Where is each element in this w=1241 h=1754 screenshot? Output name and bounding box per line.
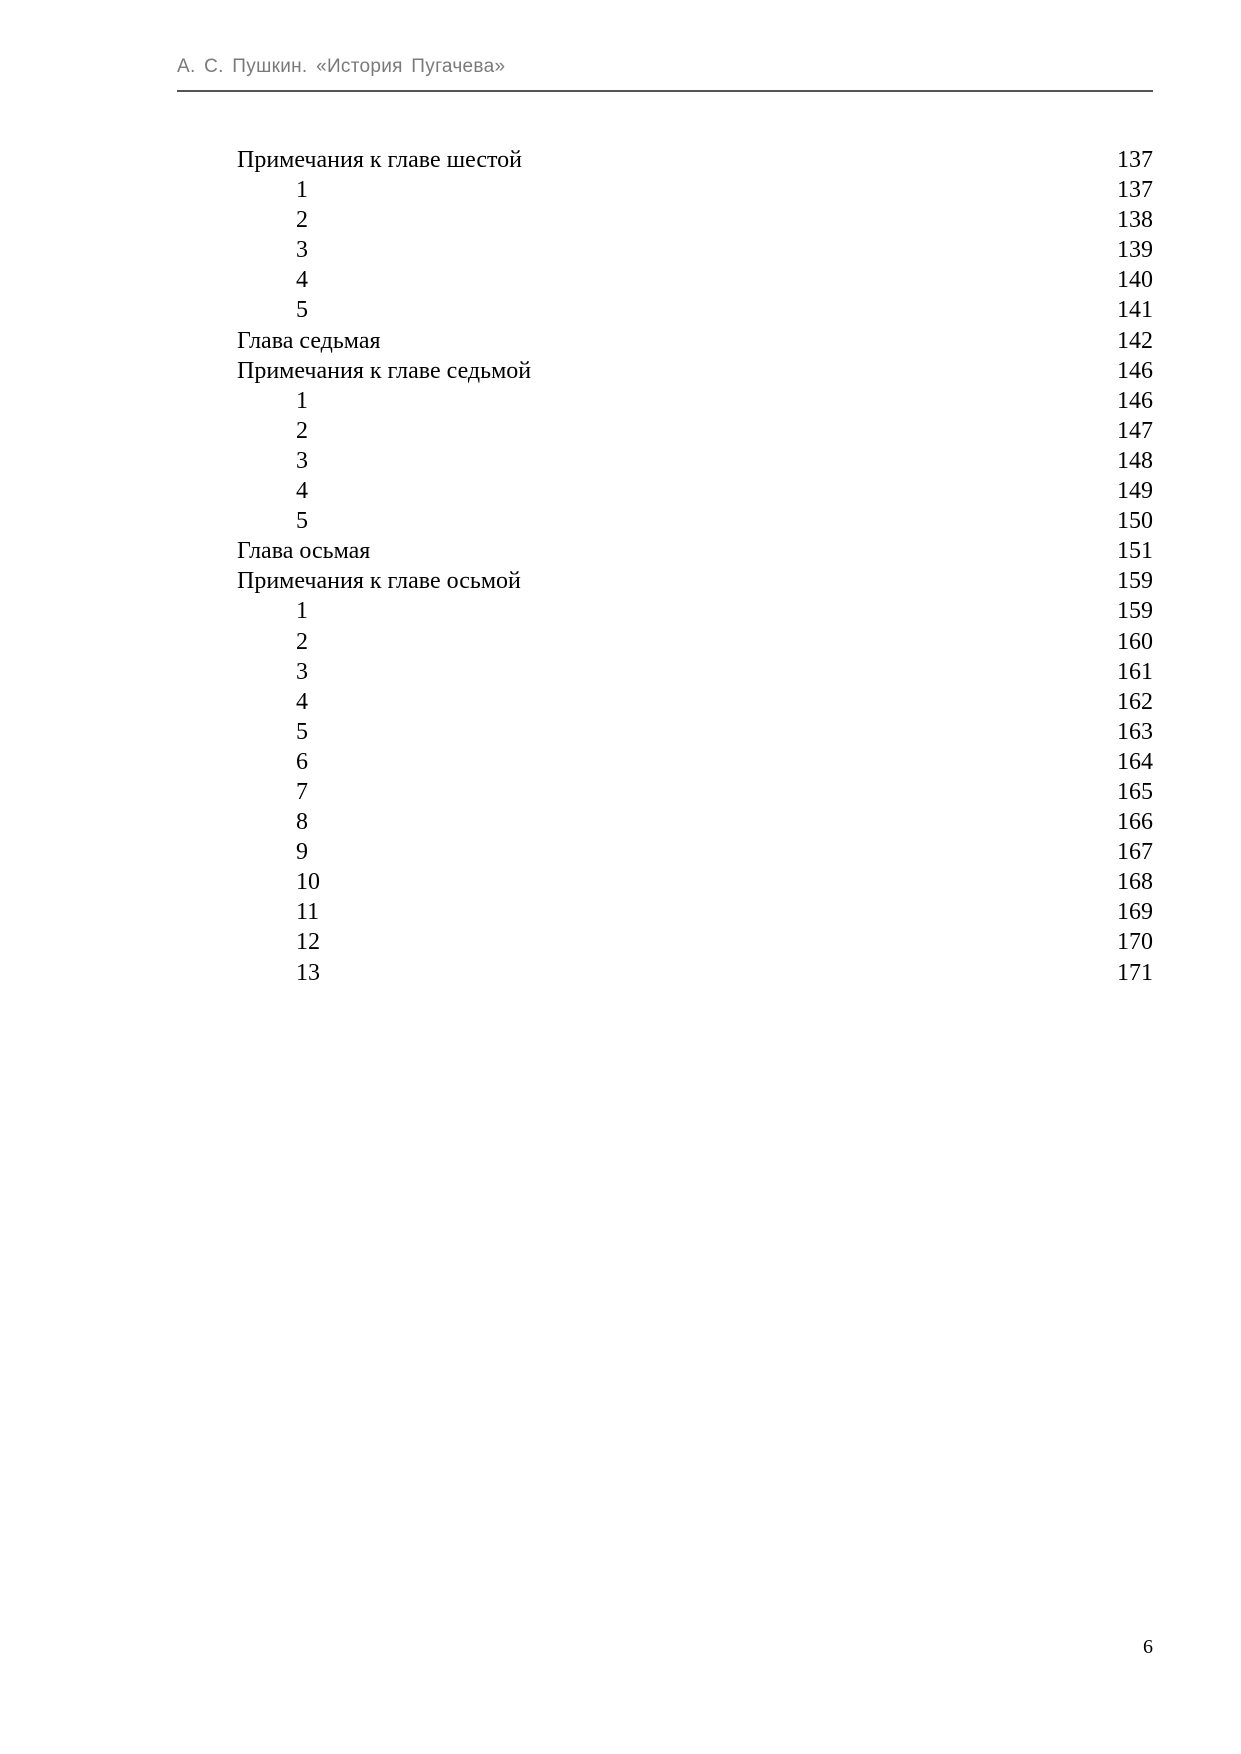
- toc-entry-label: 12: [296, 929, 320, 956]
- toc-entry-label: 3: [296, 658, 308, 685]
- toc-subentry[interactable]: [237, 837, 1153, 867]
- toc-entry-page: 160: [1117, 628, 1153, 655]
- toc-entry-page: 168: [1117, 869, 1153, 896]
- toc-entry[interactable]: [237, 536, 1153, 566]
- toc-subentry[interactable]: [237, 265, 1153, 295]
- running-title: А. С. Пушкин. «История Пугачева»: [177, 56, 506, 77]
- toc-entry-page: 141: [1117, 297, 1153, 324]
- toc-entry-label: 2: [296, 417, 308, 444]
- toc-entry-page: 146: [1117, 357, 1153, 384]
- toc-entry[interactable]: [237, 326, 1153, 356]
- toc-subentry[interactable]: [237, 897, 1153, 927]
- toc-entry-page: 171: [1117, 959, 1153, 986]
- toc-entry-page: 163: [1117, 718, 1153, 745]
- toc-subentry[interactable]: [237, 596, 1153, 626]
- toc-entry-label: 4: [296, 478, 308, 505]
- toc-subentry[interactable]: [237, 927, 1153, 957]
- toc-entry-page: 151: [1117, 538, 1153, 565]
- toc-subentry[interactable]: [237, 386, 1153, 416]
- toc-entry-page: 138: [1117, 207, 1153, 234]
- toc-entry[interactable]: [237, 356, 1153, 386]
- toc-entry-label: 11: [296, 899, 320, 926]
- toc-entry-page: 140: [1117, 267, 1153, 294]
- toc-subentry[interactable]: [237, 175, 1153, 205]
- toc-subentry[interactable]: [237, 416, 1153, 446]
- toc-subentry[interactable]: [237, 687, 1153, 717]
- toc-subentry[interactable]: [237, 627, 1153, 657]
- toc-entry-label: 1: [296, 177, 308, 204]
- toc-entry-label: Примечания к главе шестой: [237, 147, 523, 173]
- toc-entry-label: 3: [296, 447, 308, 474]
- toc-entry-page: 164: [1117, 748, 1153, 775]
- toc-subentry[interactable]: [237, 295, 1153, 325]
- toc-entry-label: 5: [296, 718, 308, 745]
- toc-entry-page: 139: [1117, 237, 1153, 264]
- table-of-contents: [237, 145, 1153, 988]
- toc-entry-page: 149: [1117, 478, 1153, 505]
- toc-subentry[interactable]: [237, 657, 1153, 687]
- toc-entry-page: 162: [1117, 688, 1153, 715]
- toc-entry-label: 1: [296, 387, 308, 414]
- toc-entry-label: 2: [296, 628, 308, 655]
- toc-entry-label: 7: [296, 778, 308, 805]
- toc-subentry[interactable]: [237, 747, 1153, 777]
- toc-entry-label: 6: [296, 748, 308, 775]
- toc-subentry[interactable]: [237, 446, 1153, 476]
- toc-subentry[interactable]: [237, 867, 1153, 897]
- toc-entry-page: 150: [1117, 508, 1153, 535]
- toc-entry-label: Примечания к главе осьмой: [237, 568, 521, 595]
- toc-subentry[interactable]: [237, 717, 1153, 747]
- toc-entry-label: Глава осьмая: [237, 538, 371, 565]
- toc-subentry[interactable]: [237, 476, 1153, 506]
- toc-entry-page: 166: [1117, 809, 1153, 836]
- toc-subentry[interactable]: [237, 235, 1153, 265]
- toc-entry-label: 8: [296, 809, 308, 836]
- toc-entry-label: 5: [296, 508, 308, 535]
- toc-entry-page: 167: [1117, 839, 1153, 866]
- toc-entry-page: 137: [1117, 147, 1153, 173]
- toc-entry-page: 165: [1117, 778, 1153, 805]
- toc-entry-page: 159: [1117, 598, 1153, 625]
- toc-entry-label: 2: [296, 207, 308, 234]
- toc-entry-label: 13: [296, 959, 320, 986]
- toc-entry-page: 159: [1117, 568, 1153, 595]
- toc-subentry[interactable]: [237, 205, 1153, 235]
- toc-entry-label: 5: [296, 297, 308, 324]
- toc-entry-label: 4: [296, 688, 308, 715]
- running-header: [177, 56, 1153, 92]
- toc-entry-label: 1: [296, 598, 308, 625]
- toc-entry-page: 161: [1117, 658, 1153, 685]
- toc-entry-label: Глава седьмая: [237, 327, 381, 354]
- toc-entry-page: 147: [1117, 417, 1153, 444]
- toc-entry-page: 146: [1117, 387, 1153, 414]
- toc-entry-label: 4: [296, 267, 308, 294]
- toc-entry[interactable]: [237, 145, 1153, 175]
- toc-entry-label: 3: [296, 237, 308, 264]
- toc-entry-page: 148: [1117, 447, 1153, 474]
- page-number: 6: [1143, 1636, 1153, 1658]
- toc-entry-page: 137: [1117, 177, 1153, 204]
- toc-entry[interactable]: [237, 566, 1153, 596]
- toc-entry-page: 170: [1117, 929, 1153, 956]
- toc-subentry[interactable]: [237, 506, 1153, 536]
- toc-subentry[interactable]: [237, 807, 1153, 837]
- toc-subentry[interactable]: [237, 958, 1153, 988]
- toc-entry-page: 142: [1117, 327, 1153, 354]
- toc-entry-label: 9: [296, 839, 308, 866]
- toc-entry-page: 169: [1117, 899, 1153, 926]
- toc-entry-label: Примечания к главе седьмой: [237, 357, 532, 384]
- toc-subentry[interactable]: [237, 777, 1153, 807]
- toc-entry-label: 10: [296, 869, 320, 896]
